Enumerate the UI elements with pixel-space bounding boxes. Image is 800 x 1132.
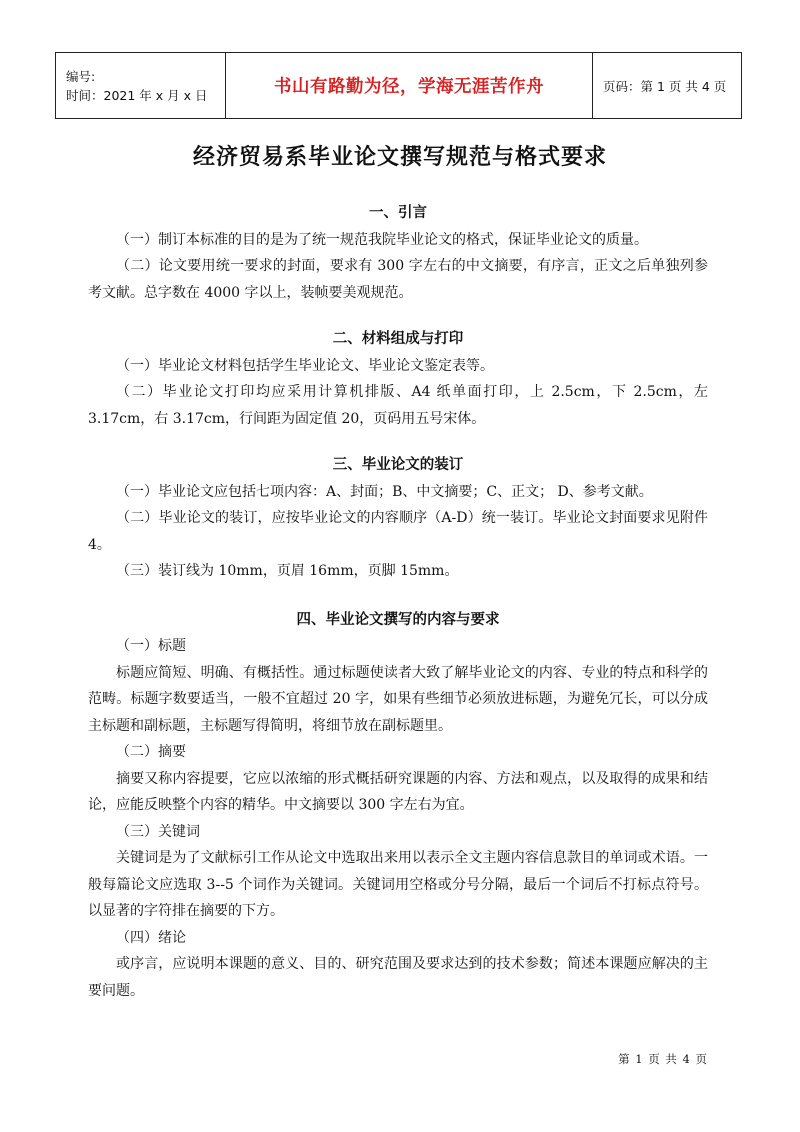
- subheading: （四）绪论: [116, 929, 186, 946]
- paragraph: （二）论文要用统一要求的封面，要求有 300 字左右的中文摘要，有序言，正文之后单独列参考文献。总字数在 4000 字以上，装帧要美观规范。: [88, 258, 708, 301]
- paragraph: 标题应简短、明确、有概括性。通过标题使读者大致了解毕业论文的内容、专业的特点和科学的范畴。标题字数要适当，一般不宜超过 20 字，如果有些细节必须放进标题，为避免冗长，可以分成主标题和副标题，主标题写得简明，将细节放在副标题里。: [88, 664, 708, 734]
- time-label: 时间：2021 年 x 月 x 日: [66, 87, 208, 103]
- document-title: 经济贸易系毕业论文撰写规范与格式要求: [192, 145, 607, 170]
- subheading: （三）关键词: [116, 823, 200, 840]
- page-footer: 第 1 页 共 4 页: [618, 1052, 708, 1066]
- subheading: （二）摘要: [116, 744, 186, 760]
- number-label: 编号:: [66, 68, 96, 84]
- paragraph: 摘要又称内容提要，它应以浓缩的形式概括研究课题的内容、方法和观点，以及取得的成果和结论，应能反映整个内容的精华。中文摘要以 300 字左右为宜。: [88, 770, 708, 813]
- paragraph: （二）毕业论文的装订，应按毕业论文的内容顺序（A-D）统一装订。毕业论文封面要求见附件 4。: [88, 510, 708, 553]
- header-page-info: 页码：第 1 页 共 4 页: [603, 78, 727, 94]
- paragraph: （二）毕业论文打印均应采用计算机排版、A4 纸单面打印，上 2.5cm，下 2.5cm，左 3.17cm，右 3.17cm，行间距为固定值 20，页码用五号宋体。: [88, 384, 708, 427]
- section-heading: 一、引言: [369, 205, 427, 221]
- section-heading: 二、材料组成与打印: [332, 331, 464, 347]
- section-heading: 四、毕业论文撰写的内容与要求: [296, 611, 500, 628]
- header-meta: [56, 53, 226, 118]
- document-body: [88, 200, 708, 1004]
- paragraph: （一）毕业论文应包括七项内容：A、封面；B、中文摘要；C、正文； D、参考文献。: [116, 483, 653, 500]
- paragraph: （三）装订线为 10mm，页眉 16mm，页脚 15mm。: [116, 563, 459, 579]
- header-motto: 书山有路勤为径，学海无涯苦作舟: [226, 53, 593, 118]
- subheading: （一）标题: [116, 638, 186, 654]
- paragraph: （一）制订本标准的目的是为了统一规范我院毕业论文的格式，保证毕业论文的质量。: [116, 231, 648, 248]
- section-heading: 三、毕业论文的装订: [332, 457, 464, 473]
- header-table: [55, 52, 742, 119]
- paragraph: （一）毕业论文材料包括学生毕业论文、毕业论文鉴定表等。: [116, 357, 494, 374]
- paragraph: 关键词是为了文献标引工作从论文中选取出来用以表示全文主题内容信息款目的单词或术语。一般每篇论文应选取 3--5 个词作为关键词。关键词用空格或分号分隔，最后一个词后不打标点符号。以显著的字符排在摘要的下方。: [88, 850, 708, 919]
- paragraph: 或序言，应说明本课题的意义、目的、研究范围及要求达到的技术参数；简述本课题应解决的主要问题。: [88, 956, 708, 999]
